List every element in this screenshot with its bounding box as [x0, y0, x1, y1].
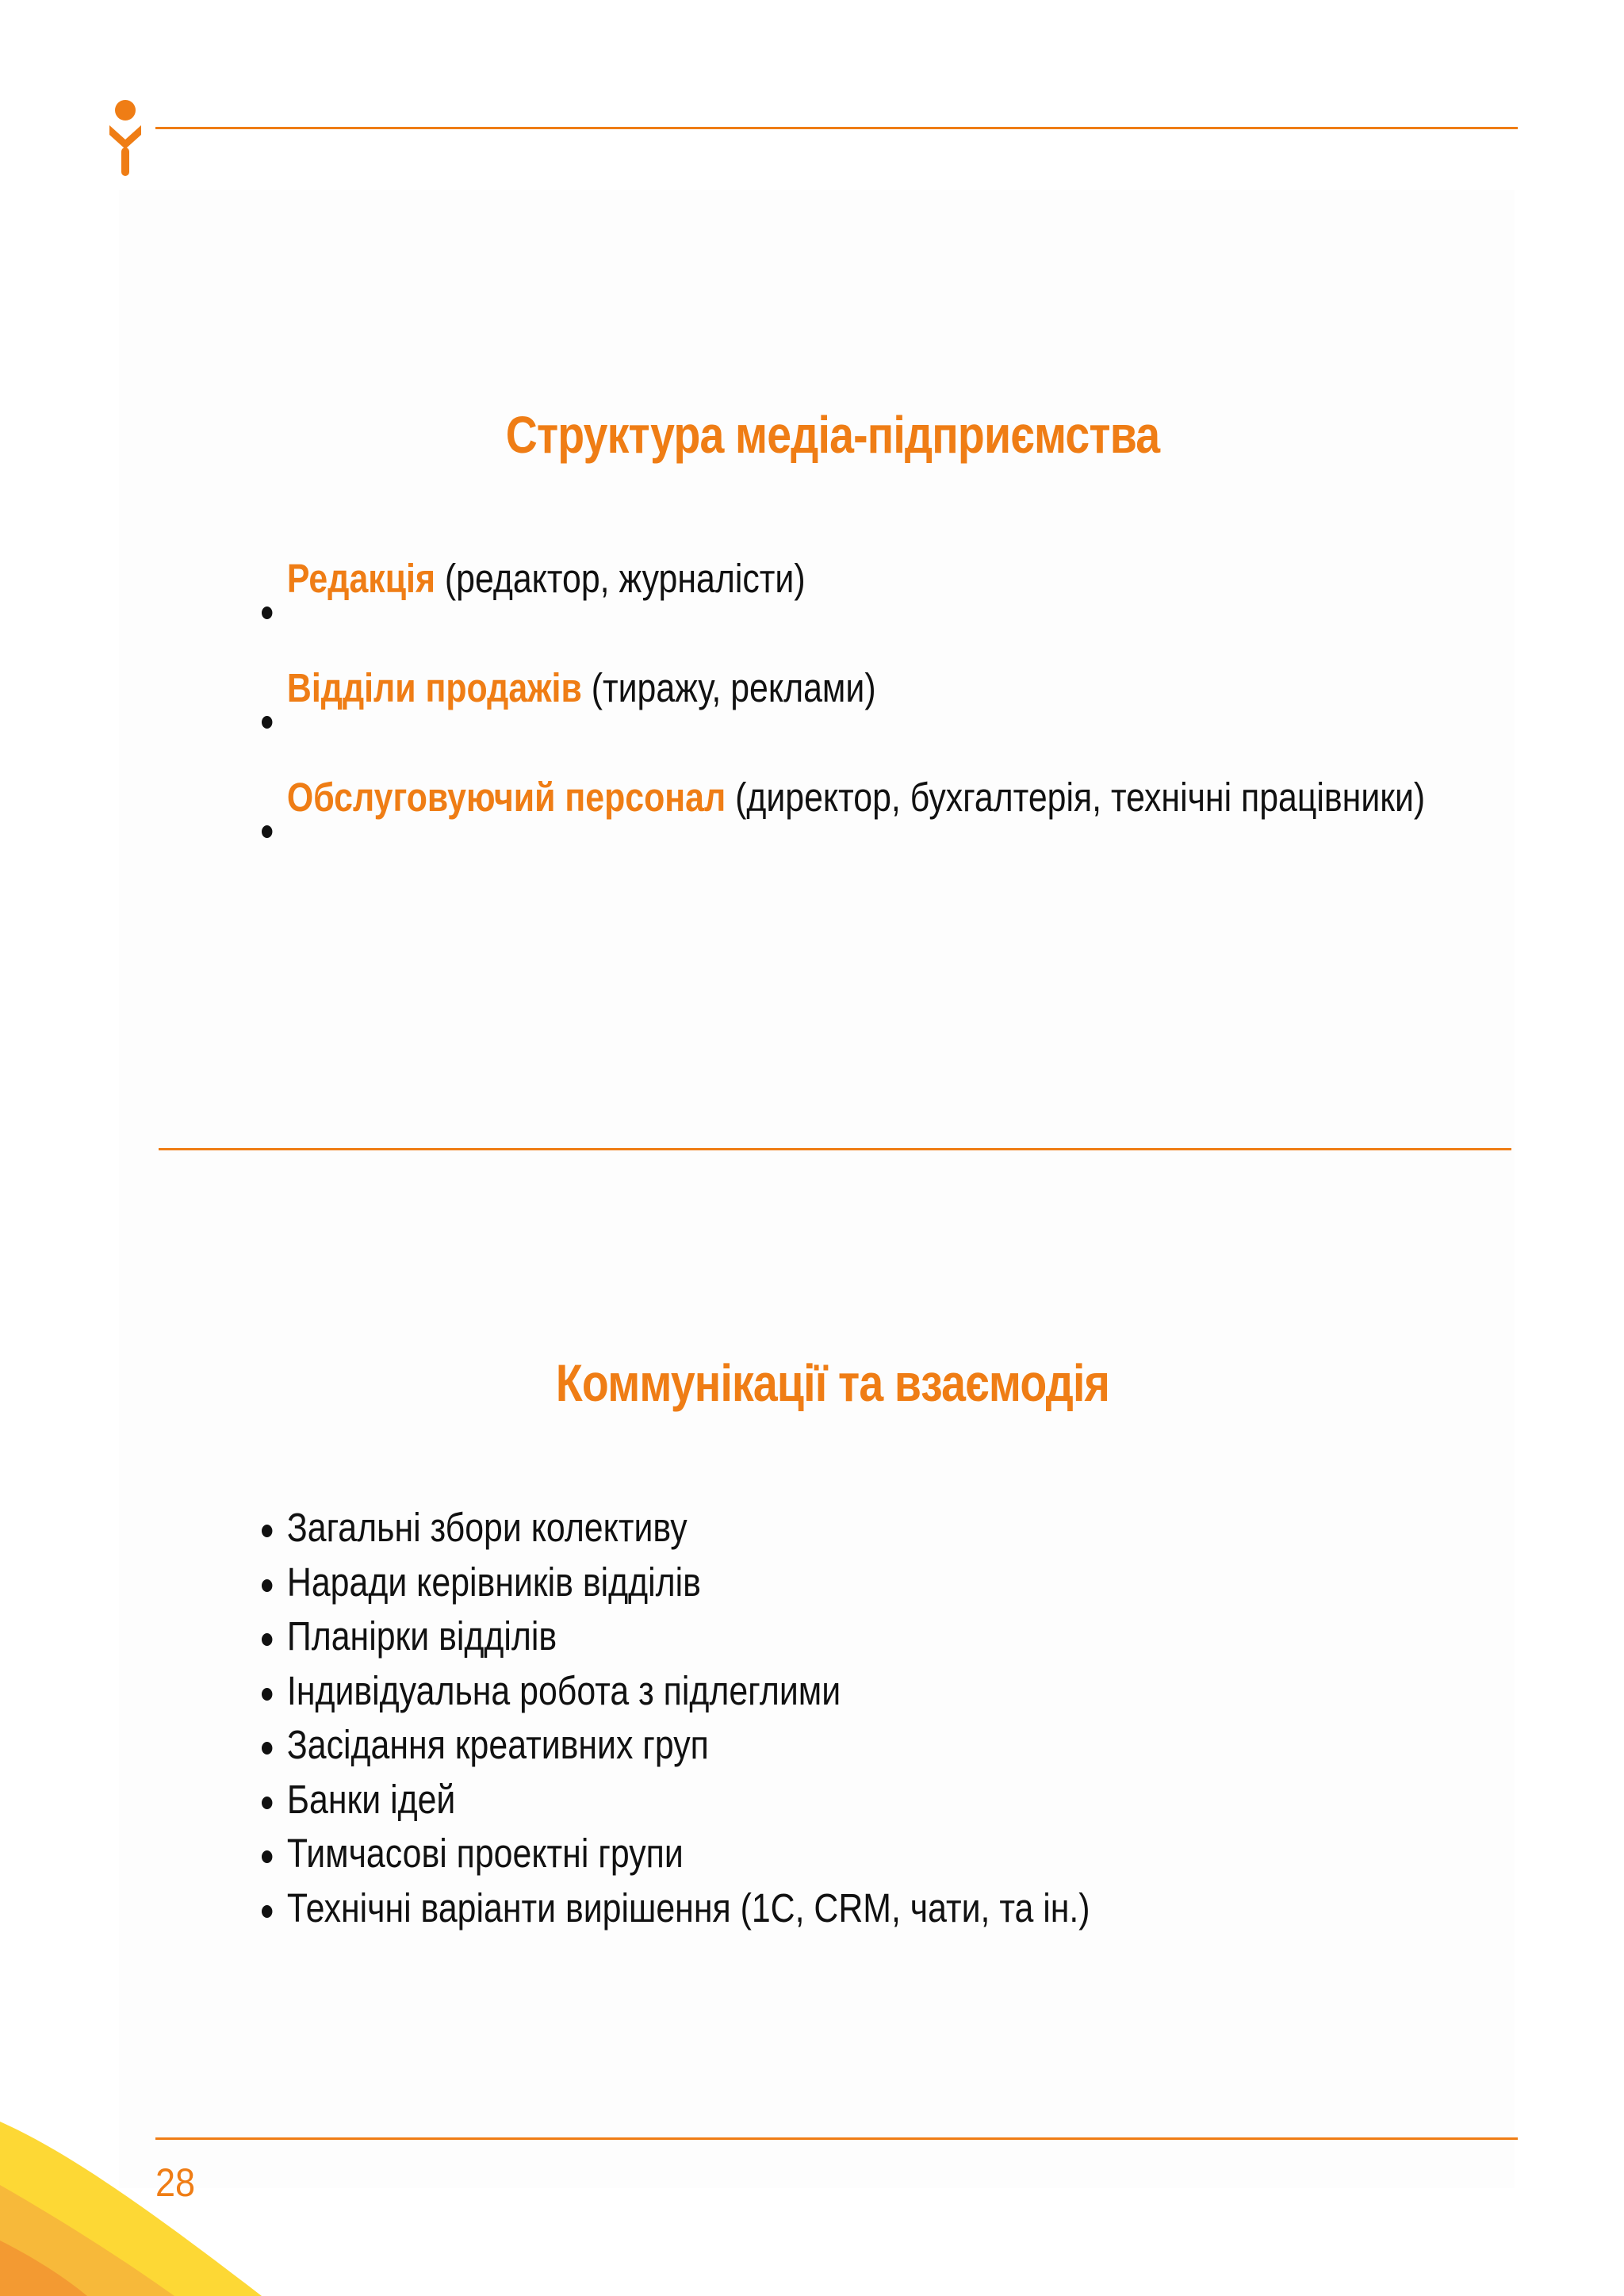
section2-list — [262, 1501, 1090, 1935]
item-detail: (редактор, журналісти) — [435, 556, 806, 601]
list-item: Індивідуальна робота з підлеглими — [262, 1664, 1090, 1719]
list-item — [262, 664, 1425, 774]
list-item — [262, 774, 1425, 883]
section2-title: Коммунікації та взаємодія — [555, 1353, 1110, 1412]
item-detail: (тиражу, реклами) — [581, 665, 876, 710]
item-highlight: Обслуговуючий персонал — [286, 775, 726, 820]
section1-title: Структура медіа-підприємства — [505, 405, 1160, 464]
section1-list — [262, 555, 1425, 883]
list-item: Планірки відділів — [262, 1609, 1090, 1664]
list-item: Технічні варіанти вирішення (1С, CRM, чати, та ін.) — [262, 1881, 1090, 1936]
person-logo-icon — [108, 98, 143, 178]
item-highlight: Редакція — [286, 556, 435, 601]
corner-decoration — [0, 2122, 285, 2296]
list-item: Тимчасові проектні групи — [262, 1827, 1090, 1881]
list-item — [262, 555, 1425, 664]
list-item: Банки ідей — [262, 1773, 1090, 1827]
list-item: Загальні збори колективу — [262, 1501, 1090, 1556]
page-number: 28 — [155, 2160, 196, 2205]
header-rule — [155, 127, 1518, 129]
footer-rule — [155, 2137, 1518, 2140]
item-highlight: Відділи продажів — [286, 665, 582, 710]
item-detail: (директор, бухгалтерія, технічні працівники) — [726, 775, 1426, 820]
section-divider — [159, 1148, 1511, 1150]
list-item: Наради керівників відділів — [262, 1556, 1090, 1610]
list-item: Засідання креативних груп — [262, 1718, 1090, 1773]
